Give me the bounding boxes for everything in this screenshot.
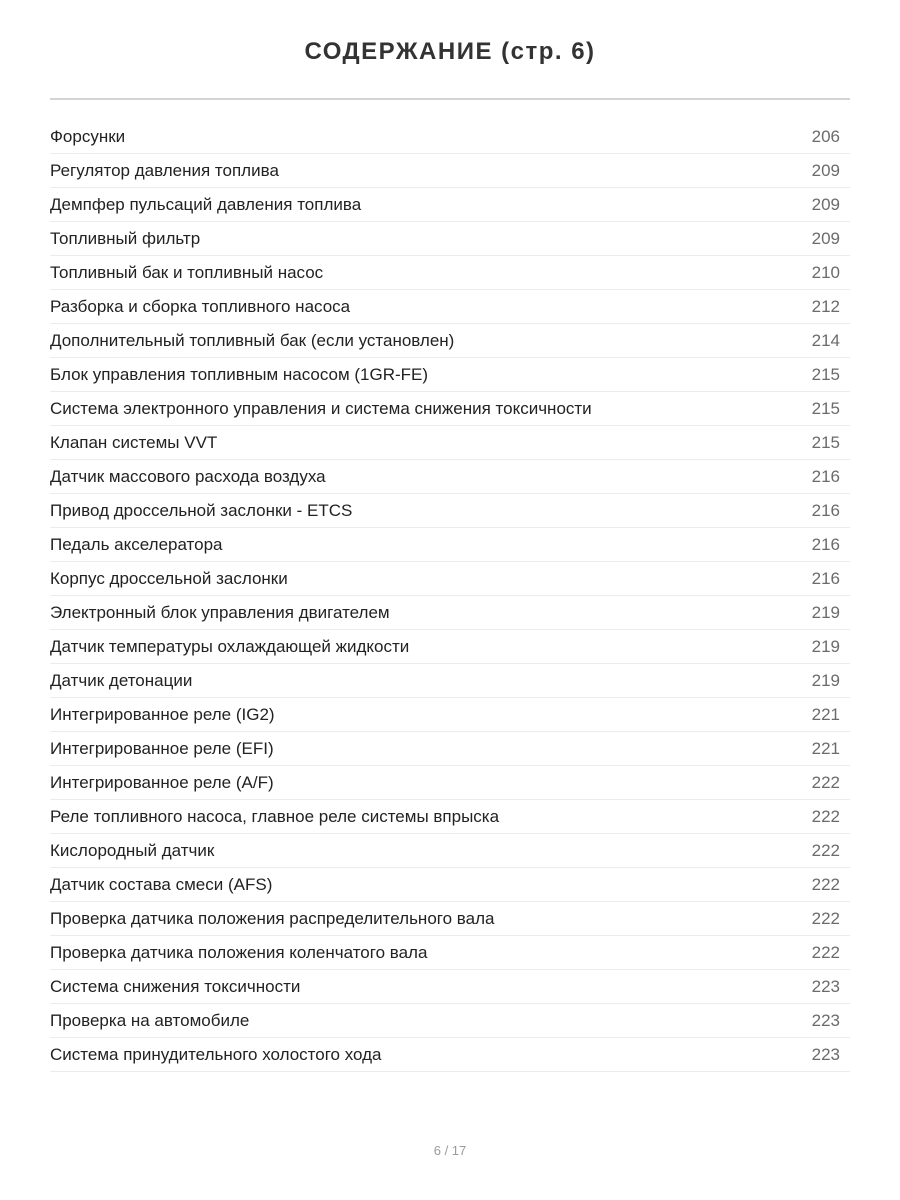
toc-entry[interactable] bbox=[50, 392, 850, 426]
toc-entry-page-number: 209 bbox=[811, 160, 840, 180]
toc-entry[interactable] bbox=[50, 256, 850, 290]
toc-entry[interactable] bbox=[50, 324, 850, 358]
toc-entry-page-number: 221 bbox=[811, 704, 840, 724]
toc-entry[interactable] bbox=[50, 1038, 850, 1072]
toc-entry-title: Электронный блок управления двигателем bbox=[50, 602, 390, 622]
toc-entry-title: Кислородный датчик bbox=[50, 840, 215, 860]
toc-entry-page-number: 223 bbox=[811, 976, 840, 996]
toc-entry[interactable] bbox=[50, 936, 850, 970]
toc-entry[interactable] bbox=[50, 868, 850, 902]
toc-entry-page-number: 209 bbox=[811, 228, 840, 248]
toc-entry[interactable] bbox=[50, 528, 850, 562]
toc-entry-title: Система электронного управления и система снижения токсичности bbox=[50, 398, 592, 418]
toc-entry-title: Проверка на автомобиле bbox=[50, 1010, 250, 1030]
toc-entry-page-number: 223 bbox=[811, 1010, 840, 1030]
toc-entry-page-number: 222 bbox=[811, 840, 840, 860]
toc-entry[interactable] bbox=[50, 732, 850, 766]
toc-entry-title: Топливный фильтр bbox=[50, 228, 201, 248]
toc-entry-title: Интегрированное реле (IG2) bbox=[50, 704, 275, 724]
toc-entry-page-number: 216 bbox=[811, 466, 840, 486]
toc-entry[interactable] bbox=[50, 800, 850, 834]
toc-entry-title: Форсунки bbox=[50, 126, 126, 146]
toc-entry-page-number: 223 bbox=[811, 1044, 840, 1064]
toc-entry-title: Корпус дроссельной заслонки bbox=[50, 568, 288, 588]
toc-entry[interactable] bbox=[50, 766, 850, 800]
toc-entry-title: Датчик детонации bbox=[50, 670, 193, 690]
toc-entry[interactable] bbox=[50, 834, 850, 868]
toc-entry[interactable] bbox=[50, 222, 850, 256]
toc-entry-page-number: 210 bbox=[811, 262, 840, 282]
toc-entry-title: Интегрированное реле (EFI) bbox=[50, 738, 274, 758]
toc-entry-title: Дополнительный топливный бак (если установлен) bbox=[50, 330, 455, 350]
toc-entry-page-number: 216 bbox=[811, 534, 840, 554]
toc-entry-page-number: 216 bbox=[811, 568, 840, 588]
table-of-contents bbox=[50, 120, 850, 1072]
toc-entry-title: Проверка датчика положения распределительного вала bbox=[50, 908, 495, 928]
toc-entry[interactable] bbox=[50, 1004, 850, 1038]
toc-entry-title: Демпфер пульсаций давления топлива bbox=[50, 194, 362, 214]
toc-entry-page-number: 222 bbox=[811, 942, 840, 962]
toc-entry-page-number: 212 bbox=[811, 296, 840, 316]
toc-entry-page-number: 206 bbox=[811, 126, 840, 146]
toc-entry-title: Система принудительного холостого хода bbox=[50, 1044, 382, 1064]
toc-entry[interactable] bbox=[50, 596, 850, 630]
toc-entry-page-number: 214 bbox=[811, 330, 840, 350]
page-title: СОДЕРЖАНИЕ (стр. 6) bbox=[304, 38, 596, 65]
toc-entry-page-number: 219 bbox=[811, 602, 840, 622]
toc-entry[interactable] bbox=[50, 902, 850, 936]
toc-entry-page-number: 215 bbox=[811, 364, 840, 384]
toc-entry-page-number: 222 bbox=[811, 908, 840, 928]
toc-entry-page-number: 219 bbox=[811, 670, 840, 690]
toc-entry[interactable] bbox=[50, 154, 850, 188]
toc-entry-title: Регулятор давления топлива bbox=[50, 160, 279, 180]
toc-entry-page-number: 209 bbox=[811, 194, 840, 214]
toc-entry[interactable] bbox=[50, 630, 850, 664]
toc-entry-page-number: 215 bbox=[811, 432, 840, 452]
toc-entry[interactable] bbox=[50, 188, 850, 222]
toc-entry[interactable] bbox=[50, 970, 850, 1004]
toc-entry-title: Датчик состава смеси (AFS) bbox=[50, 874, 273, 894]
toc-entry-title: Блок управления топливным насосом (1GR-FE) bbox=[50, 364, 429, 384]
toc-entry[interactable] bbox=[50, 494, 850, 528]
toc-entry[interactable] bbox=[50, 426, 850, 460]
toc-entry-title: Педаль акселератора bbox=[50, 534, 223, 554]
page-number: 6 / 17 bbox=[433, 1143, 467, 1158]
title-divider bbox=[50, 98, 850, 100]
toc-entry[interactable] bbox=[50, 460, 850, 494]
toc-entry-title: Привод дроссельной заслонки - ETCS bbox=[50, 500, 353, 520]
toc-entry[interactable] bbox=[50, 120, 850, 154]
toc-entry-page-number: 221 bbox=[811, 738, 840, 758]
toc-entry-title: Разборка и сборка топливного насоса bbox=[50, 296, 351, 316]
toc-entry-title: Проверка датчика положения коленчатого вала bbox=[50, 942, 428, 962]
toc-entry[interactable] bbox=[50, 358, 850, 392]
toc-entry-page-number: 216 bbox=[811, 500, 840, 520]
toc-entry-page-number: 219 bbox=[811, 636, 840, 656]
toc-entry-title: Датчик температуры охлаждающей жидкости bbox=[50, 636, 410, 656]
toc-entry[interactable] bbox=[50, 664, 850, 698]
toc-entry-page-number: 222 bbox=[811, 874, 840, 894]
toc-entry-page-number: 222 bbox=[811, 772, 840, 792]
toc-entry-title: Интегрированное реле (A/F) bbox=[50, 772, 274, 792]
toc-entry-page-number: 215 bbox=[811, 398, 840, 418]
toc-entry[interactable] bbox=[50, 562, 850, 596]
toc-entry-title: Реле топливного насоса, главное реле системы впрыска bbox=[50, 806, 500, 826]
toc-entry[interactable] bbox=[50, 698, 850, 732]
toc-entry-title: Топливный бак и топливный насос bbox=[50, 262, 324, 282]
toc-entry[interactable] bbox=[50, 290, 850, 324]
toc-entry-title: Клапан системы VVT bbox=[50, 432, 218, 452]
toc-entry-title: Датчик массового расхода воздуха bbox=[50, 466, 326, 486]
toc-entry-title: Система снижения токсичности bbox=[50, 976, 301, 996]
toc-entry-page-number: 222 bbox=[811, 806, 840, 826]
